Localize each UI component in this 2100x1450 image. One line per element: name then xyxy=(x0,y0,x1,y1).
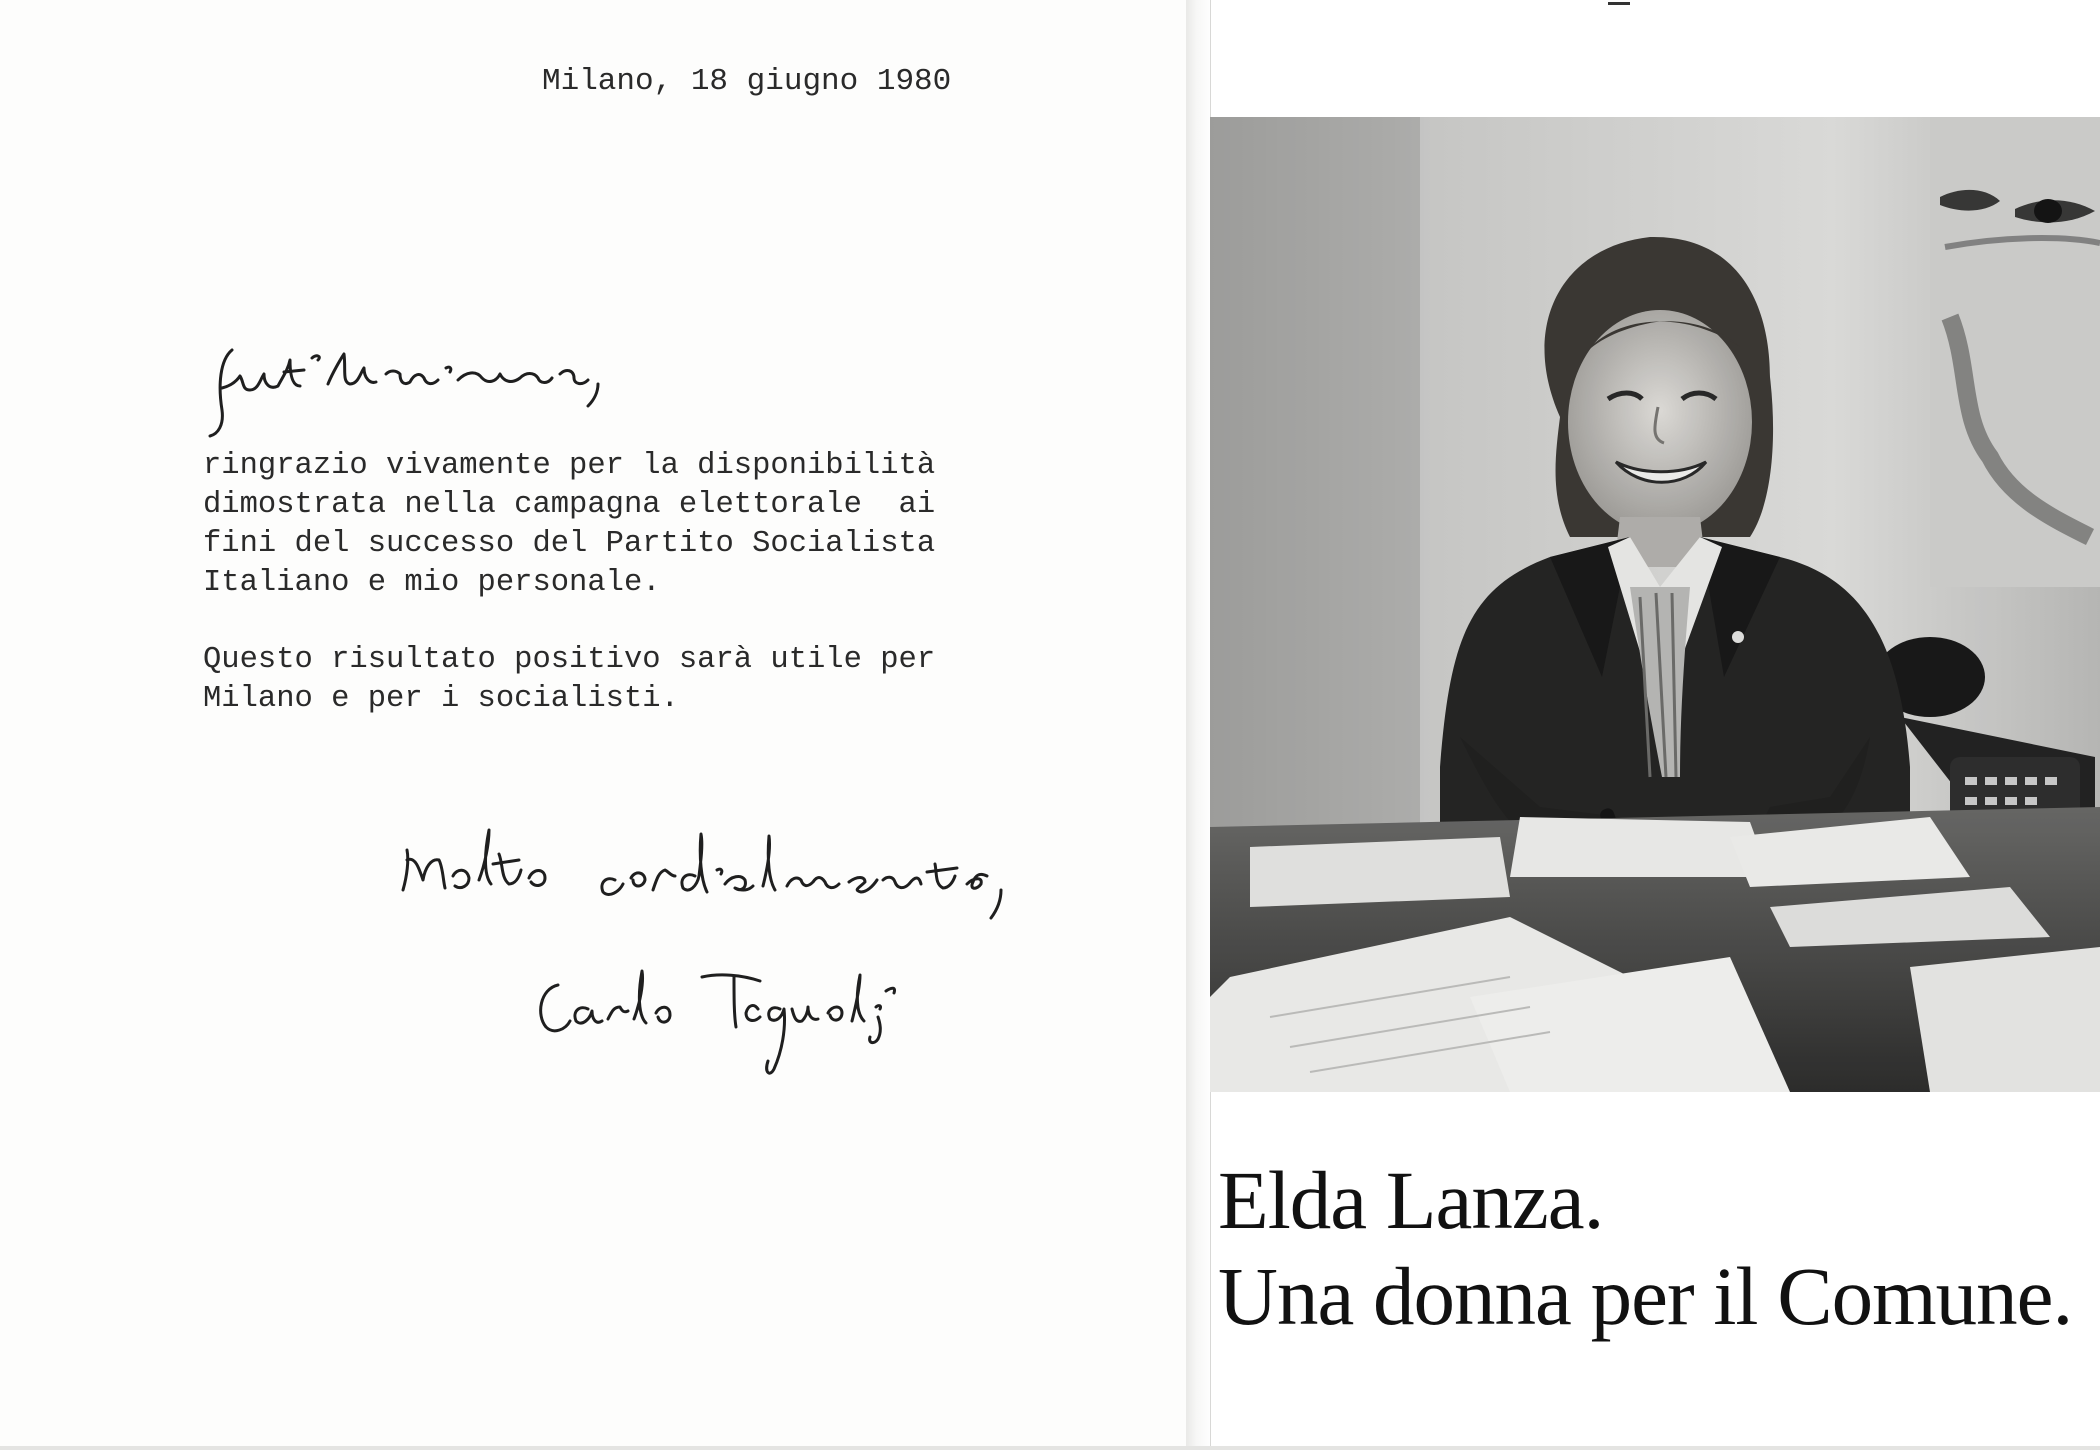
signature-handwriting xyxy=(530,955,930,1085)
letter-paragraph xyxy=(203,447,1003,603)
candidate-name: Elda Lanza. xyxy=(1218,1154,1604,1246)
letter-date: Milano, 18 giugno 1980 xyxy=(542,64,952,99)
salutation-handwriting xyxy=(200,330,620,440)
letter-line: fini del successo del Partito Socialista xyxy=(203,527,936,561)
campaign-slogan: Una donna per il Comune. xyxy=(1218,1250,2073,1342)
letter-line: Milano e per i socialisti. xyxy=(203,682,679,716)
letter-line: Questo risultato positivo sarà utile per xyxy=(203,643,936,677)
letter-line: Italiano e mio personale. xyxy=(203,566,661,600)
page-bottom-edge xyxy=(0,1446,2100,1450)
closing-handwriting xyxy=(395,820,1015,930)
portrait-photo-woman-at-desk-icon xyxy=(1210,117,2100,1092)
letter-line: ringrazio vivamente per la disponibilità xyxy=(203,449,936,483)
letter-line: dimostrata nella campagna elettorale ai xyxy=(203,488,936,522)
page-fold xyxy=(1186,0,1212,1450)
page-mark xyxy=(1608,2,1630,5)
letter-paragraph xyxy=(203,641,1003,719)
letter-body xyxy=(203,447,1003,757)
card-headline xyxy=(1218,1152,2072,1344)
portrait-photo xyxy=(1210,117,2100,1092)
